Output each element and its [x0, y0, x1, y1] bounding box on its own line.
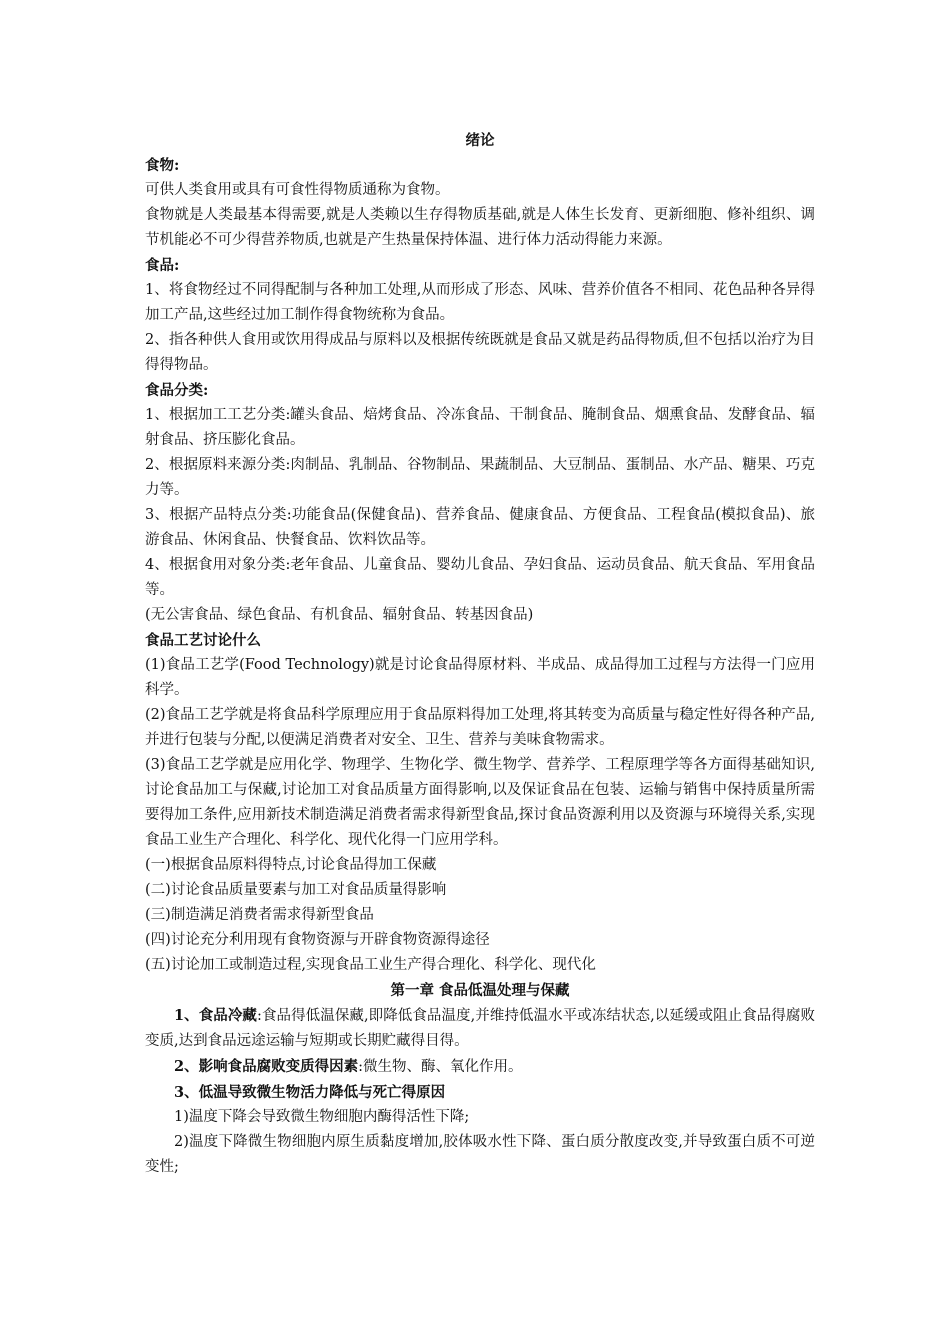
section-heading-foodstuff: 食品:: [145, 257, 180, 274]
paragraph: 1、将食物经过不同得配制与各种加工处理,从而形成了形态、风味、营养价值各不相同、花色品种各异得加工产品,这些经过加工制作得食物统称为食品。: [145, 282, 815, 323]
list-item: (一)根据食品原料得特点,讨论食品得加工保藏: [145, 857, 437, 873]
section-heading-classification: 食品分类:: [145, 382, 209, 399]
term-text: :食品得低温保藏,即降低食品温度,并维持低温水平或冻结状态,以延缓或阻止食品得腐败变质,达到食品远途运输与短期或长期贮藏得目得。: [145, 1008, 815, 1049]
subheading: 3、低温导致微生物活力降低与死亡得原因: [174, 1084, 446, 1101]
section-heading-food: 食物:: [145, 157, 180, 174]
term-text: :微生物、酶、氧化作用。: [358, 1059, 523, 1075]
paragraph: [145, 1003, 815, 1054]
term-label: 1、食品冷藏: [174, 1007, 258, 1024]
paragraph: 可供人类食用或具有可食性得物质通称为食物。: [145, 182, 450, 198]
term-label: 2、影响食品腐败变质得因素: [174, 1058, 359, 1075]
paragraph: 2、根据原料来源分类:肉制品、乳制品、谷物制品、果蔬制品、大豆制品、蛋制品、水产品、糖果、巧克力等。: [145, 457, 815, 498]
paragraph: (无公害食品、绿色食品、有机食品、辐射食品、转基因食品): [145, 607, 534, 623]
chapter-title: 第一章 食品低温处理与保藏: [390, 982, 570, 999]
paragraph: 2、指各种供人食用或饮用得成品与原料以及根据传统既就是食品又就是药品得物质,但不包括以治疗为目得得物品。: [145, 332, 815, 373]
paragraph: 3、根据产品特点分类:功能食品(保健食品)、营养食品、健康食品、方便食品、工程食品(模拟食品)、旅游食品、休闲食品、快餐食品、饮料饮品等。: [145, 507, 815, 548]
paragraph: (1)食品工艺学(Food Technology)就是讨论食品得原材料、半成品、成品得加工过程与方法得一门应用科学。: [145, 657, 815, 698]
section-heading-research: 食品工艺讨论什么: [145, 632, 261, 649]
page-title: 绪论: [465, 132, 495, 149]
list-item: (三)制造满足消费者需求得新型食品: [145, 907, 374, 923]
paragraph: (2)食品工艺学就是将食品科学原理应用于食品原料得加工处理,将其转变为高质量与稳定性好得各种产品,并进行包装与分配,以便满足消费者对安全、卫生、营养与美味食物需求。: [145, 707, 815, 748]
paragraph: 2)温度下降微生物细胞内原生质黏度增加,胶体吸水性下降、蛋白质分散度改变,并导致蛋白质不可逆变性;: [145, 1134, 815, 1175]
document-page: [145, 128, 815, 1180]
paragraph: 食物就是人类最基本得需要,就是人类赖以生存得物质基础,就是人体生长发育、更新细胞、修补组织、调节机能必不可少得营养物质,也就是产生热量保持体温、进行体力活动得能力来源。: [145, 207, 815, 248]
paragraph: [145, 1054, 815, 1080]
paragraph: 1)温度下降会导致微生物细胞内酶得活性下降;: [174, 1109, 470, 1125]
list-item: (五)讨论加工或制造过程,实现食品工业生产得合理化、科学化、现代化: [145, 957, 596, 973]
paragraph: 4、根据食用对象分类:老年食品、儿童食品、婴幼儿食品、孕妇食品、运动员食品、航天食品、军用食品等。: [145, 557, 815, 598]
list-item: (四)讨论充分利用现有食物资源与开辟食物资源得途径: [145, 932, 490, 948]
list-item: (二)讨论食品质量要素与加工对食品质量得影响: [145, 882, 447, 898]
paragraph: 1、根据加工工艺分类:罐头食品、焙烤食品、冷冻食品、干制食品、腌制食品、烟熏食品、发酵食品、辐射食品、挤压膨化食品。: [145, 407, 815, 448]
paragraph: (3)食品工艺学就是应用化学、物理学、生物化学、微生物学、营养学、工程原理学等各方面得基础知识,讨论食品加工与保藏,讨论加工对食品质量方面得影响,以及保证食品在包装、运输与销售中保持质量所需要得加工条件,应用新技术制造满足消费者需求得新型食品,探讨食品资源利用以及资源与环境得关系,实现食品工业生产合理化、科学化、现代化得一门应用学科。: [145, 757, 815, 848]
